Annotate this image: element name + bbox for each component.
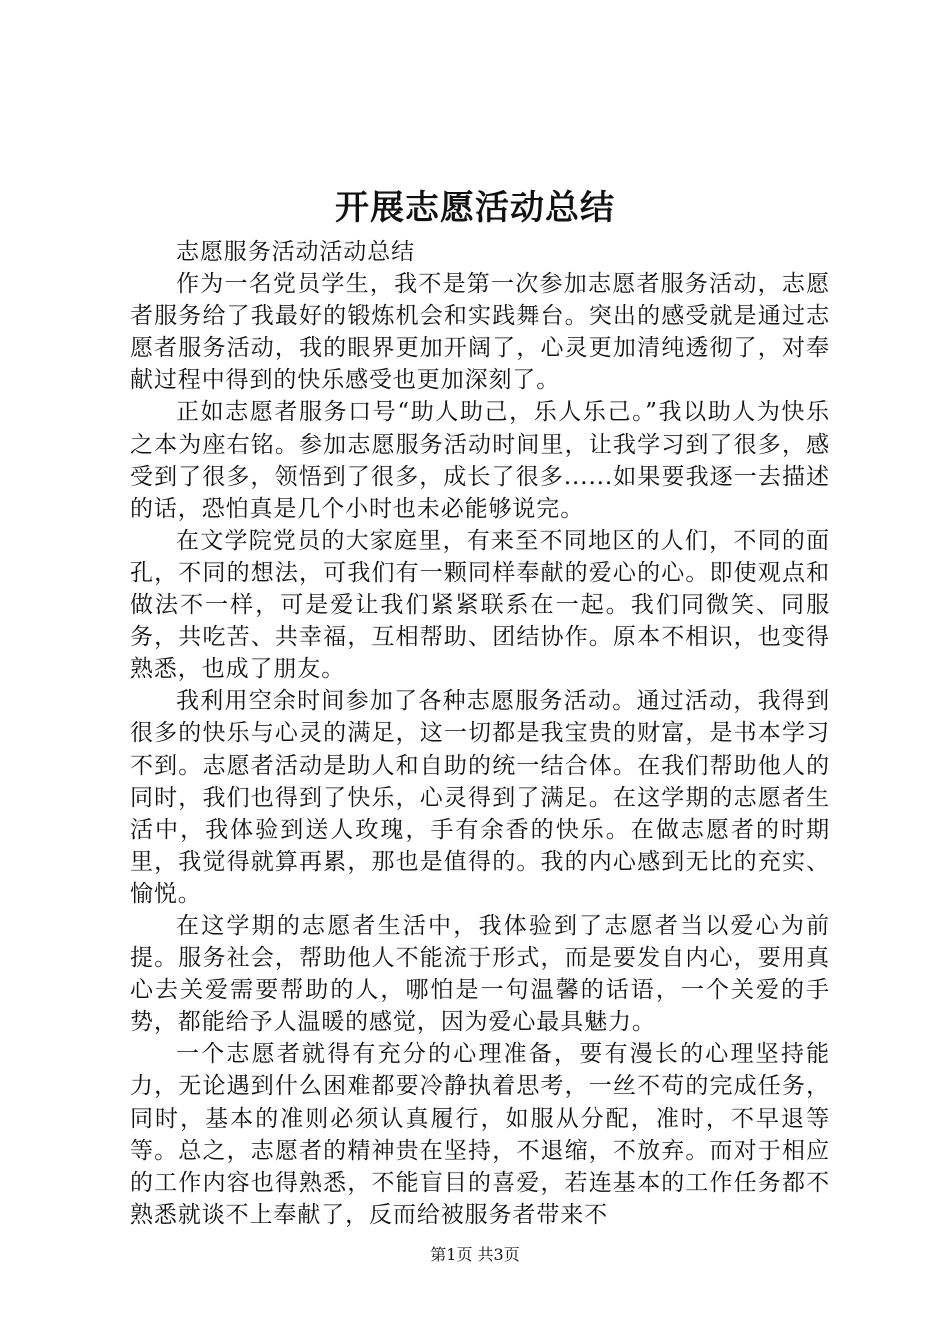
paragraph-2: 正如志愿者服务口号“助人助己，乐人乐己。”我以助人为快乐之本为座右铭。参加志愿服务活动时间里，让我学习到了很多，感受到了很多，领悟到了很多，成长了很多......如果要我逐一去描述的话，恐怕真是几个小时也未必能够说完。 <box>130 399 830 522</box>
paragraph-5: 在这学期的志愿者生活中，我体验到了志愿者当以爱心为前提。服务社会，帮助他人不能流于形式，而是要发自内心，要用真心去关爱需要帮助的人，哪怕是一句温馨的话语，一个关爱的手势，都能给予人温暖的感觉，因为爱心最具魅力。 <box>130 912 830 1036</box>
document-title: 开展志愿活动总结 <box>335 188 615 228</box>
document-body <box>130 236 830 1231</box>
paragraph-3: 在文学院党员的大家庭里，有来至不同地区的人们，不同的面孔，不同的想法，可我们有一颗同样奉献的爱心的心。即使观点和做法不一样，可是爱让我们紧紧联系在一起。我们同微笑、同服务，共吃苦、共幸福，互相帮助、团结协作。原本不相识，也变得熟悉，也成了朋友。 <box>130 527 830 683</box>
subtitle-paragraph: 志愿服务活动活动总结 <box>176 239 415 265</box>
paragraph-4: 我利用空余时间参加了各种志愿服务活动。通过活动，我得到很多的快乐与心灵的满足，这一切都是我宝贵的财富，是书本学习不到。志愿者活动是助人和自助的统一结合体。在我们帮助他人的同时，我们也得到了快乐，心灵得到了满足。在这学期的志愿者生活中，我体验到送人玫瑰，手有余香的快乐。在做志愿者的时期里，我觉得就算再累，那也是值得的。我的内心感到无比的充实、愉悦。 <box>130 688 830 907</box>
paragraph-6: 一个志愿者就得有充分的心理准备，要有漫长的心理坚持能力，无论遇到什么困难都要冷静执着思考，一丝不苟的完成任务，同时，基本的准则必须认真履行，如服从分配，准时，不早退等等。总之，志愿者的精神贵在坚持，不退缩，不放弃。而对于相应的工作内容也得熟悉，不能盲目的喜爱，若连基本的工作任务都不熟悉就谈不上奉献了，反而给被服务者带来不 <box>130 1041 830 1228</box>
page-footer: 第1页 共3页 <box>430 1245 520 1264</box>
paragraph-1: 作为一名党员学生，我不是第一次参加志愿者服务活动，志愿者服务给了我最好的锻炼机会和实践舞台。突出的感受就是通过志愿者服务活动，我的眼界更加开阔了，心灵更加清纯透彻了，对奉献过程中得到的快乐感受也更加深刻了。 <box>130 271 830 394</box>
